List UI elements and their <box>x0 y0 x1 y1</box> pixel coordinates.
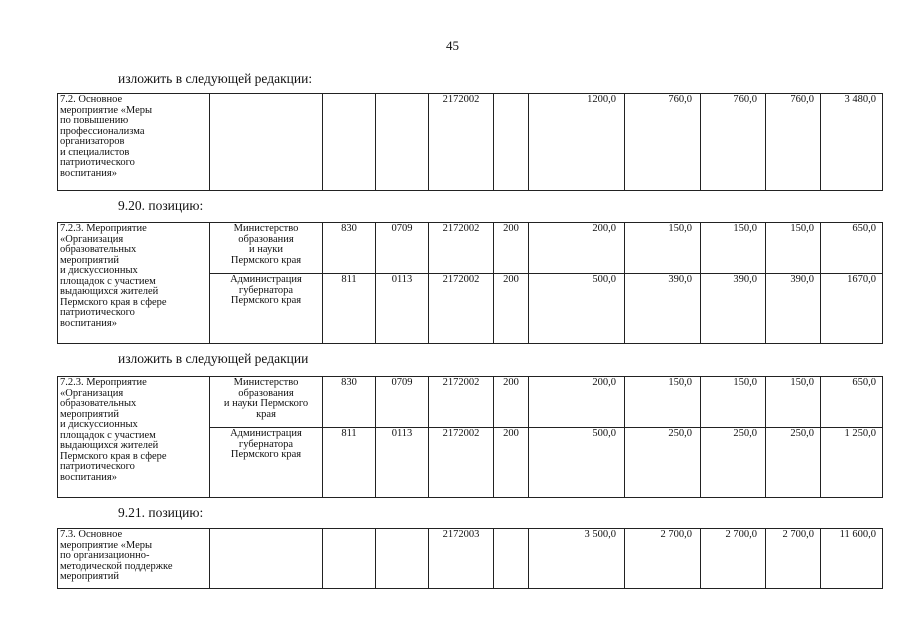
budget-table <box>57 528 883 589</box>
value-cell: 390,0 <box>625 274 701 344</box>
value-cell: 760,0 <box>625 94 701 191</box>
value-cell: 2 700,0 <box>766 529 821 589</box>
vr-cell: 200 <box>494 223 529 274</box>
total-cell: 11 600,0 <box>821 529 883 589</box>
value-cell: 200,0 <box>529 223 625 274</box>
executor-cell: Министерство образования и науки Пермского края <box>210 223 323 274</box>
section-heading: 9.20. позицию: <box>118 198 204 213</box>
table-row <box>58 377 883 428</box>
value-cell: 250,0 <box>625 428 701 498</box>
vr-cell: 200 <box>494 428 529 498</box>
vr-cell: 200 <box>494 377 529 428</box>
value-cell: 390,0 <box>701 274 766 344</box>
value-cell: 150,0 <box>766 223 821 274</box>
budget-table <box>57 93 883 191</box>
value-cell: 760,0 <box>766 94 821 191</box>
rzpr-cell: 0709 <box>376 223 429 274</box>
value-cell: 150,0 <box>766 377 821 428</box>
value-cell: 500,0 <box>529 274 625 344</box>
rzpr-cell: 0709 <box>376 377 429 428</box>
rzpr-cell <box>376 529 429 589</box>
table-row <box>58 529 883 589</box>
budget-table <box>57 222 883 344</box>
csr-cell: 2172002 <box>429 377 494 428</box>
grbs-cell: 830 <box>323 377 376 428</box>
value-cell: 200,0 <box>529 377 625 428</box>
grbs-cell: 830 <box>323 223 376 274</box>
value-cell: 150,0 <box>625 377 701 428</box>
value-cell: 500,0 <box>529 428 625 498</box>
csr-cell: 2172003 <box>429 529 494 589</box>
value-cell: 150,0 <box>701 223 766 274</box>
total-cell: 650,0 <box>821 377 883 428</box>
value-cell: 390,0 <box>766 274 821 344</box>
total-cell: 650,0 <box>821 223 883 274</box>
csr-cell: 2172002 <box>429 94 494 191</box>
csr-cell: 2172002 <box>429 274 494 344</box>
value-cell: 150,0 <box>625 223 701 274</box>
value-cell: 2 700,0 <box>701 529 766 589</box>
budget-table <box>57 376 883 498</box>
value-cell: 150,0 <box>701 377 766 428</box>
grbs-cell: 811 <box>323 274 376 344</box>
table-row <box>58 94 883 191</box>
executor-cell: Министерство образования и науки Пермского края <box>210 377 323 428</box>
vr-cell <box>494 94 529 191</box>
value-cell: 2 700,0 <box>625 529 701 589</box>
executor-cell <box>210 94 323 191</box>
rzpr-cell: 0113 <box>376 274 429 344</box>
csr-cell: 2172002 <box>429 428 494 498</box>
value-cell: 250,0 <box>701 428 766 498</box>
total-cell: 1 250,0 <box>821 428 883 498</box>
activity-name-cell: 7.2.3. Мероприятие «Организация образовательных мероприятий и дискуссионных площадок с участием выдающихся жителей Пермского края в сфере патриотического воспитания» <box>58 377 210 498</box>
section-heading: изложить в следующей редакции <box>118 351 309 366</box>
value-cell: 250,0 <box>766 428 821 498</box>
rzpr-cell: 0113 <box>376 428 429 498</box>
activity-name-cell: 7.3. Основное мероприятие «Меры по организационно- методической поддержке мероприятий <box>58 529 210 589</box>
vr-cell: 200 <box>494 274 529 344</box>
executor-cell: Администрация губернатора Пермского края <box>210 428 323 498</box>
total-cell: 3 480,0 <box>821 94 883 191</box>
table-row <box>58 223 883 274</box>
section-heading: изложить в следующей редакции: <box>118 71 313 86</box>
executor-cell: Администрация губернатора Пермского края <box>210 274 323 344</box>
value-cell: 3 500,0 <box>529 529 625 589</box>
page-number: 45 <box>446 38 459 53</box>
total-cell: 1670,0 <box>821 274 883 344</box>
activity-name-cell: 7.2.3. Мероприятие «Организация образовательных мероприятий и дискуссионных площадок с участием выдающихся жителей Пермского края в сфере патриотического воспитания» <box>58 223 210 344</box>
grbs-cell: 811 <box>323 428 376 498</box>
grbs-cell <box>323 94 376 191</box>
rzpr-cell <box>376 94 429 191</box>
csr-cell: 2172002 <box>429 223 494 274</box>
executor-cell <box>210 529 323 589</box>
section-heading: 9.21. позицию: <box>118 505 204 520</box>
activity-name-cell: 7.2. Основное мероприятие «Меры по повышению профессионализма организаторов и специалистов патриотического воспитания» <box>58 94 210 191</box>
vr-cell <box>494 529 529 589</box>
value-cell: 760,0 <box>701 94 766 191</box>
value-cell: 1200,0 <box>529 94 625 191</box>
grbs-cell <box>323 529 376 589</box>
